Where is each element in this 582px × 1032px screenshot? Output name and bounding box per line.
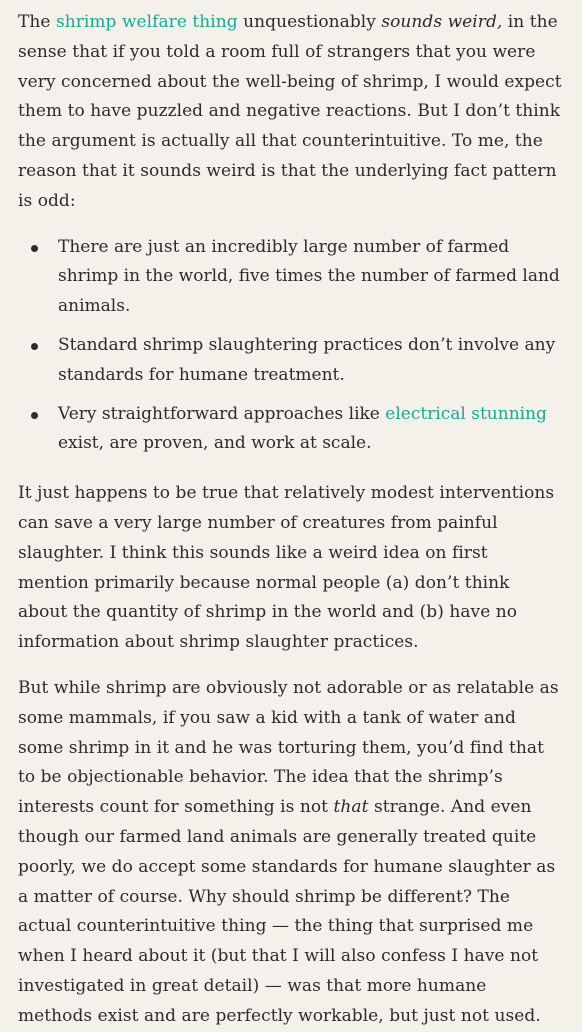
paragraph-3-text-a: But while shrimp are obviously not adorable or as relatable as some mammals, if you saw a kid with a tank of water and some shrimp in it and he was torturing them, you’d find that to be objectionable behavior. The idea that the shrimp’s interests count for something is not: [18, 677, 559, 818]
fact-list: [18, 233, 564, 460]
paragraph-2: It just happens to be true that relatively modest interventions can save a very large number of creatures from painful slaughter. I think this sounds like a weird idea on first mention primarily because normal people (a) don’t think about the quantity of shrimp in the world and (b) have no information about shrimp slaughter practices.: [18, 483, 555, 653]
list-item: [18, 331, 564, 391]
bullet-dot-icon: [31, 245, 38, 252]
bullet-dot-icon: [31, 412, 38, 419]
list-item-text-tail: exist, are proven, and work at scale.: [58, 433, 372, 454]
list-item: [18, 233, 564, 322]
list-item-text-lead: Very straightforward approaches like: [58, 403, 386, 424]
paragraph-1-text-a: unquestionably: [237, 12, 382, 32]
electrical-stunning-link[interactable]: electrical stunning: [385, 403, 547, 424]
list-item-text: Standard shrimp slaughtering practices don’t involve any standards for humane treatment.: [58, 334, 556, 385]
paragraph-3-emphasis: that: [333, 797, 369, 818]
paragraph-1-emphasis: sounds weird,: [381, 12, 503, 32]
paragraph-1-lead: The: [18, 12, 56, 32]
shrimp-welfare-link[interactable]: shrimp welfare thing: [55, 12, 238, 32]
list-item-text: There are just an incredibly large number of farmed shrimp in the world, five times the number of farmed land animals.: [58, 236, 560, 317]
list-item: [18, 400, 564, 460]
bullet-dot-icon: [31, 343, 38, 350]
paragraph-1: [18, 8, 564, 217]
paragraph-3-text-b: strange. And even though our farmed land animals are generally treated quite poorly, we do accept some standards for humane slaughter as a matter of course. Why should shrimp be different? The actual counterintuitive thing — the thing that surprised me when I heard about it (but that I will also confess I have not investigated in great detail) — was that more humane methods exist and are perfectly workable, but just not used.: [18, 797, 556, 1026]
paragraph-3: [18, 674, 564, 1032]
paragraph-1-text-b: in the sense that if you told a room full of strangers that you were very concerned about the well-being of shrimp, I would expect them to have puzzled and negative reactions. But I don’t think the argument is actually all that counterintuitive. To me, the reason that it sounds weird is that the underlying fact pattern is odd:: [18, 12, 562, 211]
